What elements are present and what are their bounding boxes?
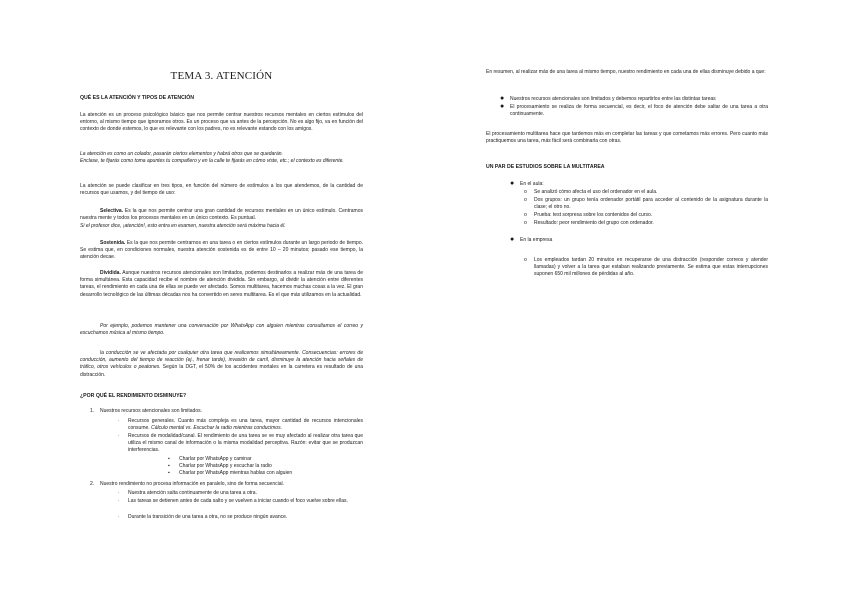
selectiva-label: Selectiva. [100, 208, 124, 214]
bullet-icon: ● [510, 180, 515, 187]
sub-item-transicion: Durante la transición de una tarea a otra, no se produce ningún avance. [128, 514, 288, 520]
summary-item-recursos: Nuestros recursos atencionales son limitados y debemos repartirlos entre las distintas tareas [510, 96, 716, 102]
circle-bullet-icon: o [524, 220, 527, 226]
paragraph-sostenida [80, 240, 363, 262]
section-heading-1: QUÉ ES LA ATENCIÓN Y TIPOS DE ATENCIÓN [80, 95, 195, 101]
study-aula-item: Prueba: test sorpresa sobre los contenidos del curso. [534, 212, 653, 218]
study-aula-item: Se analizó cómo afecta el uso del ordenador en el aula. [534, 189, 658, 195]
dash-marker: · [118, 498, 120, 504]
dash-marker: · [118, 418, 120, 424]
paragraph-definition: La atención es un proceso psicológico básico que nos permite centrar nuestros recursos mentales en ciertos estímulos del entorno, al mismo tiempo que ignoramos otros. Es un proceso que va antes de la percepción. No es algo fijo, va en función del contexto de donde estemos, lo que es relevante con los padres, no es relevante estando con los amigos. [80, 112, 363, 133]
square-bullet-icon: ▪ [168, 470, 170, 476]
list-item-2: Nuestro rendimiento no procesa información en paralelo, sino de forma secuencial. [100, 481, 284, 487]
example-whatsapp-text: Por ejemplo, podemos mantener una conversación por WhatsApp con alguien mientras consultamos el correo y escuchamos música al mismo tiempo. [80, 323, 363, 337]
section-heading-2: ¿POR QUÉ EL RENDIMIENTO DISMINUYE? [80, 393, 187, 399]
circle-bullet-icon: o [524, 189, 527, 195]
quote-colador-text: La atención es como un colador, pasarán ciertos elementos y habrá otros que se quedarán. [80, 151, 283, 157]
quote-contexto-text: Enclase, te fijarás como toma apuntes tu compañero y en la calle te fijarás en cómo viste, etc.; el contexto es diferente. [80, 158, 344, 164]
dash-marker: · [118, 514, 120, 520]
list-item-1: Nuestros recursos atencionales son limitados. [100, 408, 202, 414]
paragraph-dividida [80, 270, 363, 299]
list-number: 1. [90, 408, 95, 414]
study-aula-item: Dos grupos: un grupo tenía ordenador portátil para acceder al contenido de la asignatura durante la clase; el otro no. [534, 197, 768, 211]
bullet-icon: ● [500, 95, 505, 102]
summary-list [486, 96, 768, 120]
quote-contexto [80, 158, 363, 165]
studies-list [486, 181, 768, 281]
bullet-icon: ● [500, 103, 505, 110]
square-bullet-icon: ▪ [168, 456, 170, 462]
bullet-icon: ● [510, 236, 515, 243]
sostenida-label: Sostenida. [100, 240, 126, 246]
conduccion-italic: la conducción se ve afectada por cualquier otra tarea que realicemos simultáneamente. Consecuencias: errores de conducción, aumento del tiempo de reacción (ej., frenar tarde), invasión de carril, disminuye la atención hacia señales de tráfico, otros vehículos o peatones. [80, 350, 363, 371]
selectiva-text: Es la que nos permite centrar una gran cantidad de recursos mentales en un único estímulo. Centramos nuestra mente y todos los procesos mentales en un único contexto. Es puntual. [80, 208, 363, 222]
study-aula: En el aula: [520, 181, 544, 187]
study-aula-item: Resultado: peor rendimiento del grupo con ordenador. [534, 220, 654, 226]
sostenida-text: Es la que nos permite centrarnos en una tarea o en ciertos estímulos durante un largo periodo de tiempo. Se estima que, en condiciones normales, nuestra atención sostenida es de entre 10 – 20 minutos; pasado ese tiempo, la atención decae. [80, 240, 363, 261]
dividida-text: Aunque nuestros recursos atencionales son limitados, podemos destinarlos a realizar más de una tarea de forma simultánea. Esta capacidad recibe el nombre de atención dividida. Sin embargo, al dividir la atención entre diferentes tareas, el rendimiento en cada una de ellas se puede ver afectado. Somos multitarea, hacemos muchas cosas a la vez. El gran desarrollo tecnológico de las últimas décadas nos ha convertido en seres multitarea. Es el que más utilizamos en la actualidad. [80, 270, 363, 298]
selectiva-example-text: Si el profesor dice, ¡atención!, esto entra en examen, nuestra atención será máxima hacia él. [80, 223, 286, 229]
dash-marker: · [118, 433, 120, 439]
sub-item-recursos-modalidad: Recursos de modalidad/canal. El rendimiento de una tarea se ve muy afectado al realizar otra tarea que utiliza el mismo canal de información o la misma modalidad perceptiva. Razón: evitar que se produzcan interferencias. [128, 433, 363, 454]
paragraph-selectiva [80, 208, 363, 222]
circle-bullet-icon: o [524, 197, 527, 203]
circle-bullet-icon: o [524, 257, 527, 263]
paragraph-multitarea: El procesamiento multitarea hace que tardemos más en completar las tareas y que cometamos más errores. Pero cuanto más practiquemos una tarea, más fácil será combinarla con otras. [486, 131, 768, 145]
summary-intro: En resumen, al realizar más de una tarea al mismo tiempo, nuestro rendimiento en cada una de ellas disminuye debido a que: [486, 69, 766, 75]
study-empresa: En la empresa [520, 237, 553, 243]
study-empresa-item: Los empleados tardan 20 minutos en recuperarse de una distracción (responder correos y atender llamadas) y volver a la tarea que estaban realizando previamente. Se estima que estas interrupciones suponen 650 mil millones de pérdidas al año. [534, 257, 768, 278]
section-heading-3: UN PAR DE ESTUDIOS SOBRE LA MULTITAREA [486, 164, 605, 170]
sub-item-1-italic: Cálculo mental vs. Escuchar la radio mientras conducimos. [149, 425, 282, 432]
bullet-whatsapp-radio: Charlar por WhatsApp y escuchar la radio [179, 463, 272, 469]
paragraph-types: La atención se puede clasificar en tres tipos, en función del número de estímulos a los que atendemos, de la cantidad de recursos que usamos, y del tiempo de uso: [80, 183, 363, 197]
circle-bullet-icon: o [524, 212, 527, 218]
bullet-whatsapp-caminar: Charlar por WhatsApp y caminar [179, 456, 252, 462]
sub-item-recursos-generales [128, 418, 363, 432]
paragraph-conduccion [80, 350, 363, 379]
reasons-list [80, 408, 363, 528]
selectiva-example [80, 223, 363, 230]
page-title: TEMA 3. ATENCIÓN [170, 70, 273, 82]
bullet-whatsapp-hablar: Charlar por WhatsApp mientras hablas con alguien [179, 470, 293, 476]
summary-item-secuencial: El procesamiento se realiza de forma secuencial, es decir, el foco de atención debe saltar de una tarea a otra continuamente. [510, 104, 768, 118]
example-whatsapp [80, 323, 363, 337]
dash-marker: · [118, 490, 120, 496]
dividida-label: Dividida. [100, 270, 121, 276]
conduccion-normal: Según la DGT, el 50% de los accidentes mortales en la carretera es resultado de una distracción. [80, 364, 364, 378]
square-bullet-icon: ▪ [168, 463, 170, 469]
list-number: 2. [90, 481, 95, 487]
sub-item-salto: Nuestra atención salta continuamente de una tarea a otra. [128, 490, 257, 496]
sub-item-1-text: Recursos generales. Cuanto más compleja es una tarea, mayor cantidad de recursos intencionales consume. [128, 418, 363, 432]
sub-item-detienen: Las tareas se detienen antes de cada salto y se vuelven a iniciar cuando el foco vuelve sobre ellas. [128, 498, 348, 504]
